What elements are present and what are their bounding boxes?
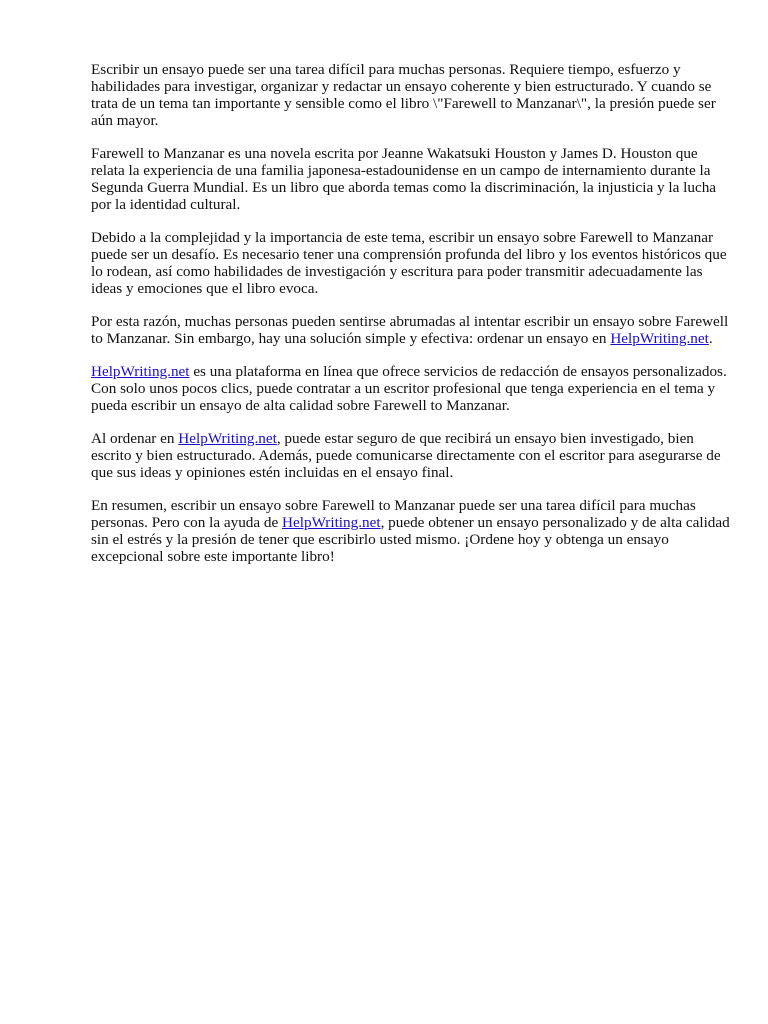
helpwriting-link[interactable]: HelpWriting.net [91,363,190,380]
paragraph-text: . [708,330,713,347]
paragraph-intro [91,61,731,129]
helpwriting-link[interactable]: HelpWriting.net [610,330,709,347]
paragraph-text: es una plataforma en línea que ofrece servicios de redacción de ensayos personalizados. Con solo unos pocos clics, puede contratar a un escritor profesional que tenga experiencia en el tema y pueda escribir un ensayo de alta calidad sobre Farewell to Manzanar. [91,363,727,414]
paragraph-text: , puede obtener un ensayo personalizado y de alta calidad sin el estrés y la presión de tener que escribirlo usted mismo. ¡Ordene hoy y obtenga un ensayo excepcional sobre este importante libro! [91,514,730,565]
paragraph-conclusion [91,497,731,565]
paragraph-book-summary [91,145,731,213]
document-page [91,61,731,581]
paragraph-solution [91,313,731,347]
paragraph-text: Escribir un ensayo puede ser una tarea difícil para muchas personas. Requiere tiempo, esfuerzo y habilidades para investigar, organizar y redactar un ensayo coherente y bien estructurado. Y cuando se trata de un tema tan importante y sensible como el libro \"Farewell to Manzanar\", la presión puede ser aún mayor. [91,61,716,129]
paragraph-complexity [91,229,731,297]
paragraph-text: Por esta razón, muchas personas pueden sentirse abrumadas al intentar escribir un ensayo sobre Farewell to Manzanar. Sin embargo, hay una solución simple y efectiva: ordenar un ensayo en [91,313,729,347]
paragraph-text: Al ordenar en [91,430,179,447]
paragraph-ordering [91,430,731,481]
paragraph-text: Debido a la complejidad y la importancia de este tema, escribir un ensayo sobre Farewell to Manzanar puede ser un desafío. Es necesario tener una comprensión profunda del libro y los eventos históricos que lo rodean, así como habilidades de investigación y escritura para poder transmitir adecuadamente las ideas y emociones que el libro evoca. [91,229,727,297]
paragraph-text: Farewell to Manzanar es una novela escrita por Jeanne Wakatsuki Houston y James D. Houston que relata la experiencia de una familia japonesa-estadounidense en un campo de internamiento durante la Segunda Guerra Mundial. Es un libro que aborda temas como la discriminación, la injusticia y la lucha por la identidad cultural. [91,145,717,213]
helpwriting-link[interactable]: HelpWriting.net [178,430,277,447]
paragraph-text: En resumen, escribir un ensayo sobre Farewell to Manzanar puede ser una tarea difícil para muchas personas. Pero con la ayuda de [91,497,696,531]
helpwriting-link[interactable]: HelpWriting.net [282,514,381,531]
paragraph-text: , puede estar seguro de que recibirá un ensayo bien investigado, bien escrito y bien estructurado. Además, puede comunicarse directamente con el escritor para asegurarse de que sus ideas y opiniones estén incluidas en el ensayo final. [91,430,721,481]
paragraph-platform [91,363,731,414]
